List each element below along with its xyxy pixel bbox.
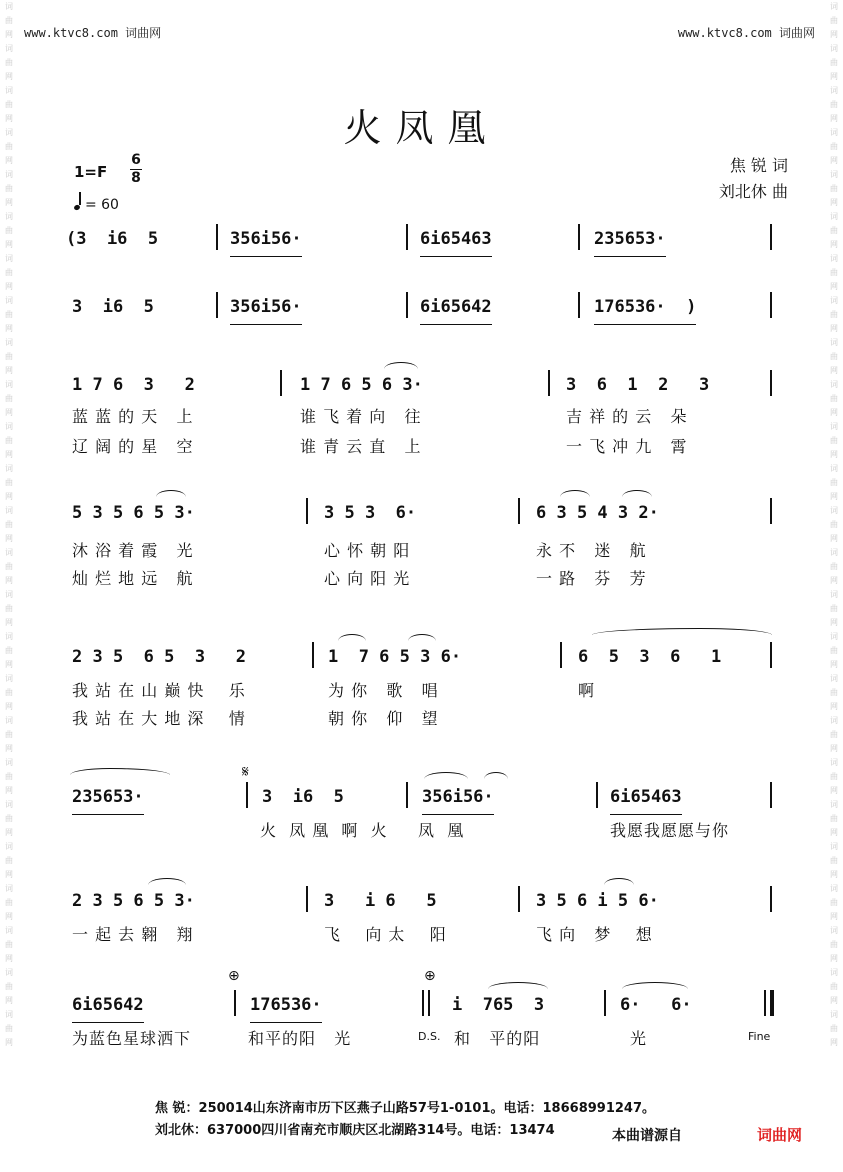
site-logo: 词曲网 [757, 1126, 803, 1144]
measure: 6i65642 [72, 988, 144, 1023]
measure: 176536· ) [594, 290, 696, 325]
score-row-6 [66, 780, 786, 814]
time-signature [130, 153, 142, 186]
contact-info [155, 1098, 655, 1142]
composer: 刘北休 曲 [718, 182, 788, 201]
fine-mark: Fine [748, 1030, 771, 1043]
measure: 3 i6 5 [72, 297, 154, 317]
measure: i 765 3 [452, 995, 545, 1015]
measure: 6 3 5 4 3 2· [536, 503, 659, 523]
lyricist: 焦 锐 词 [729, 156, 788, 175]
measure: 6 5 3 6 1 [578, 647, 722, 667]
measure: 2 3 5 6 5 3· [72, 891, 195, 911]
measure: (3 i6 5 [66, 229, 159, 249]
measure: 1 7 6 3 2 [72, 375, 195, 395]
tempo-value: = 60 [84, 197, 119, 213]
score-row-8 [66, 988, 786, 1022]
score-row-2 [66, 290, 786, 324]
measure: 3 6 1 2 3 [566, 375, 710, 395]
source-note: 本曲谱源自 [612, 1128, 682, 1144]
score-row-4 [66, 496, 786, 530]
coda-icon: ⊕ [424, 968, 436, 984]
score-row-1 [66, 222, 786, 256]
measure: 356i56· [422, 780, 494, 815]
song-title: 火凤凰 [343, 106, 500, 150]
tempo-mark [74, 196, 119, 213]
score-row-3 [66, 368, 786, 402]
measure: 3 i6 5 [262, 787, 344, 807]
segno-icon: 𝄋 [242, 762, 249, 781]
measure: 3 i 6 5 [324, 891, 437, 911]
contact-line-2: 刘北休：637000四川省南充市顺庆区北湖路314号。电话：13474 [155, 1123, 555, 1138]
key-signature: 1=F [74, 163, 108, 181]
watermark-strip-left: 词曲网词曲网词曲网词曲网词曲网词曲网词曲网词曲网词曲网词曲网词曲网词曲网词曲网词曲网词曲网词曲网词曲网词曲网词曲网词曲网词曲网词曲网词曲网词曲网词曲网 [5, 2, 13, 1047]
measure: 6i65642 [420, 290, 492, 325]
measure: 6i65463 [610, 780, 682, 815]
quarter-note-icon [74, 197, 81, 213]
contact-line-1: 焦 锐：250014山东济南市历下区燕子山路57号1-0101。电话：18668991247。 [155, 1101, 656, 1116]
measure: 235653· [72, 780, 144, 815]
measure: 3 5 6 i 5 6· [536, 891, 659, 911]
score-row-7 [66, 884, 786, 918]
credits [688, 153, 788, 205]
measure: 6i65463 [420, 222, 492, 257]
dal-segno-mark: D.S. [418, 1030, 441, 1043]
time-top: 6 [131, 152, 141, 168]
site-url-left: www.ktvc8.com 词曲网 [24, 26, 162, 40]
score-row-5 [66, 640, 786, 674]
measure: 356i56· [230, 290, 302, 325]
measure: 1 7 6 5 3 6· [328, 647, 462, 667]
measure: 176536· [250, 988, 322, 1023]
site-url-right: www.ktvc8.com 词曲网 [677, 26, 815, 40]
measure: 356i56· [230, 222, 302, 257]
measure: 235653· [594, 222, 666, 257]
measure: 5 3 5 6 5 3· [72, 503, 195, 523]
time-bottom: 8 [131, 170, 141, 186]
coda-icon: ⊕ [228, 968, 240, 984]
measure: 3 5 3 6· [324, 503, 417, 523]
measure: 2 3 5 6 5 3 2 [72, 647, 246, 667]
measure: 6· 6· [620, 995, 692, 1015]
measure: 1 7 6 5 6 3· [300, 375, 423, 395]
watermark-strip-right: 词曲网词曲网词曲网词曲网词曲网词曲网词曲网词曲网词曲网词曲网词曲网词曲网词曲网词曲网词曲网词曲网词曲网词曲网词曲网词曲网词曲网词曲网词曲网词曲网词曲网 [830, 2, 838, 1047]
